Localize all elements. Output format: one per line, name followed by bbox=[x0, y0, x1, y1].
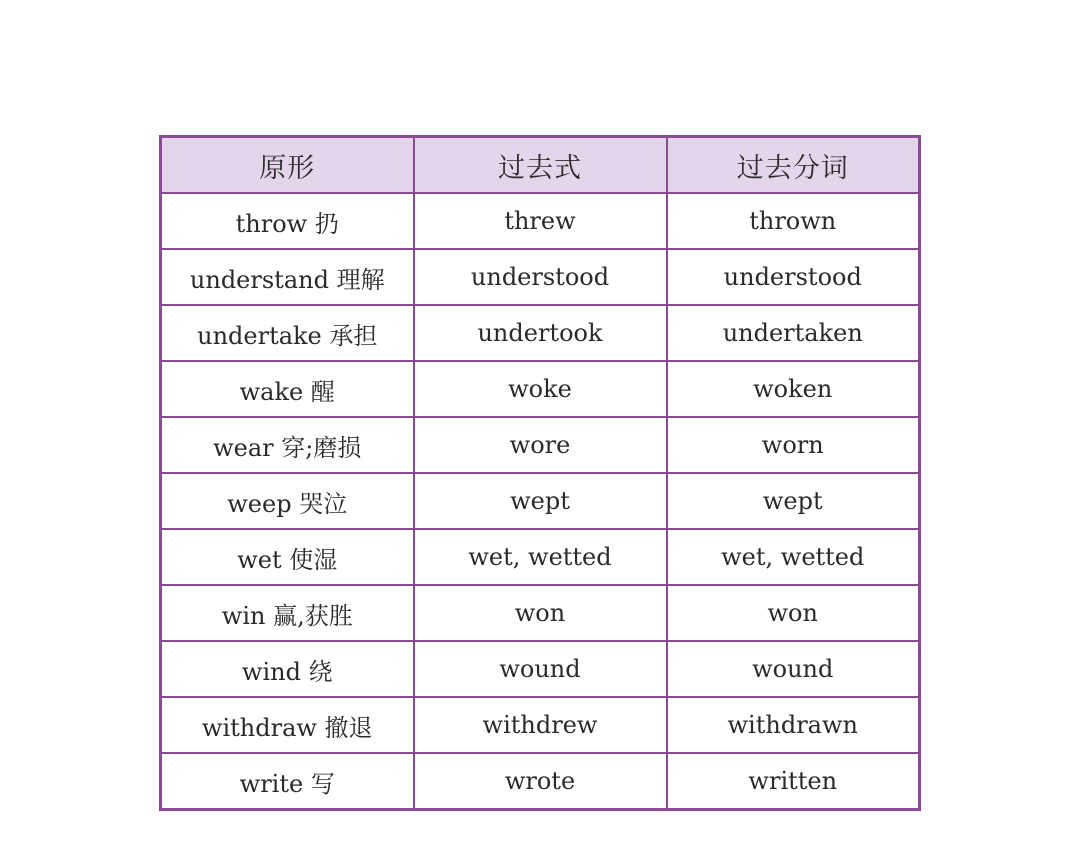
past-participle-cell: withdrawn bbox=[667, 697, 920, 753]
past-participle-cell: thrown bbox=[667, 193, 920, 249]
base-form-cell: wear 穿;磨损 bbox=[161, 417, 414, 473]
past-participle-cell: won bbox=[667, 585, 920, 641]
past-tense-cell: won bbox=[414, 585, 667, 641]
base-form-cell: weep 哭泣 bbox=[161, 473, 414, 529]
table-row bbox=[161, 249, 920, 305]
header-past-participle: 过去分词 bbox=[667, 137, 920, 194]
base-form-cell: write 写 bbox=[161, 753, 414, 810]
header-base-form: 原形 bbox=[161, 137, 414, 194]
irregular-verbs-table bbox=[159, 135, 921, 811]
table-row bbox=[161, 641, 920, 697]
table-body bbox=[161, 193, 920, 810]
table-row bbox=[161, 193, 920, 249]
past-tense-cell: undertook bbox=[414, 305, 667, 361]
base-form-cell: win 赢,获胜 bbox=[161, 585, 414, 641]
past-tense-cell: wept bbox=[414, 473, 667, 529]
past-participle-cell: woken bbox=[667, 361, 920, 417]
base-form-cell: understand 理解 bbox=[161, 249, 414, 305]
table-row bbox=[161, 361, 920, 417]
table-row bbox=[161, 697, 920, 753]
past-tense-cell: threw bbox=[414, 193, 667, 249]
past-participle-cell: worn bbox=[667, 417, 920, 473]
past-tense-cell: wore bbox=[414, 417, 667, 473]
past-tense-cell: understood bbox=[414, 249, 667, 305]
past-participle-cell: wept bbox=[667, 473, 920, 529]
past-participle-cell: wet, wetted bbox=[667, 529, 920, 585]
table-header bbox=[161, 137, 920, 194]
table-row bbox=[161, 529, 920, 585]
past-participle-cell: wound bbox=[667, 641, 920, 697]
base-form-cell: withdraw 撤退 bbox=[161, 697, 414, 753]
past-tense-cell: woke bbox=[414, 361, 667, 417]
header-past-tense: 过去式 bbox=[414, 137, 667, 194]
past-tense-cell: wrote bbox=[414, 753, 667, 810]
table-row bbox=[161, 305, 920, 361]
base-form-cell: wind 绕 bbox=[161, 641, 414, 697]
table-row bbox=[161, 473, 920, 529]
past-participle-cell: written bbox=[667, 753, 920, 810]
base-form-cell: wake 醒 bbox=[161, 361, 414, 417]
past-tense-cell: withdrew bbox=[414, 697, 667, 753]
base-form-cell: wet 使湿 bbox=[161, 529, 414, 585]
past-tense-cell: wet, wetted bbox=[414, 529, 667, 585]
past-participle-cell: understood bbox=[667, 249, 920, 305]
table-row bbox=[161, 585, 920, 641]
past-tense-cell: wound bbox=[414, 641, 667, 697]
table-row bbox=[161, 417, 920, 473]
base-form-cell: throw 扔 bbox=[161, 193, 414, 249]
header-row bbox=[161, 137, 920, 194]
table-row bbox=[161, 753, 920, 810]
base-form-cell: undertake 承担 bbox=[161, 305, 414, 361]
past-participle-cell: undertaken bbox=[667, 305, 920, 361]
